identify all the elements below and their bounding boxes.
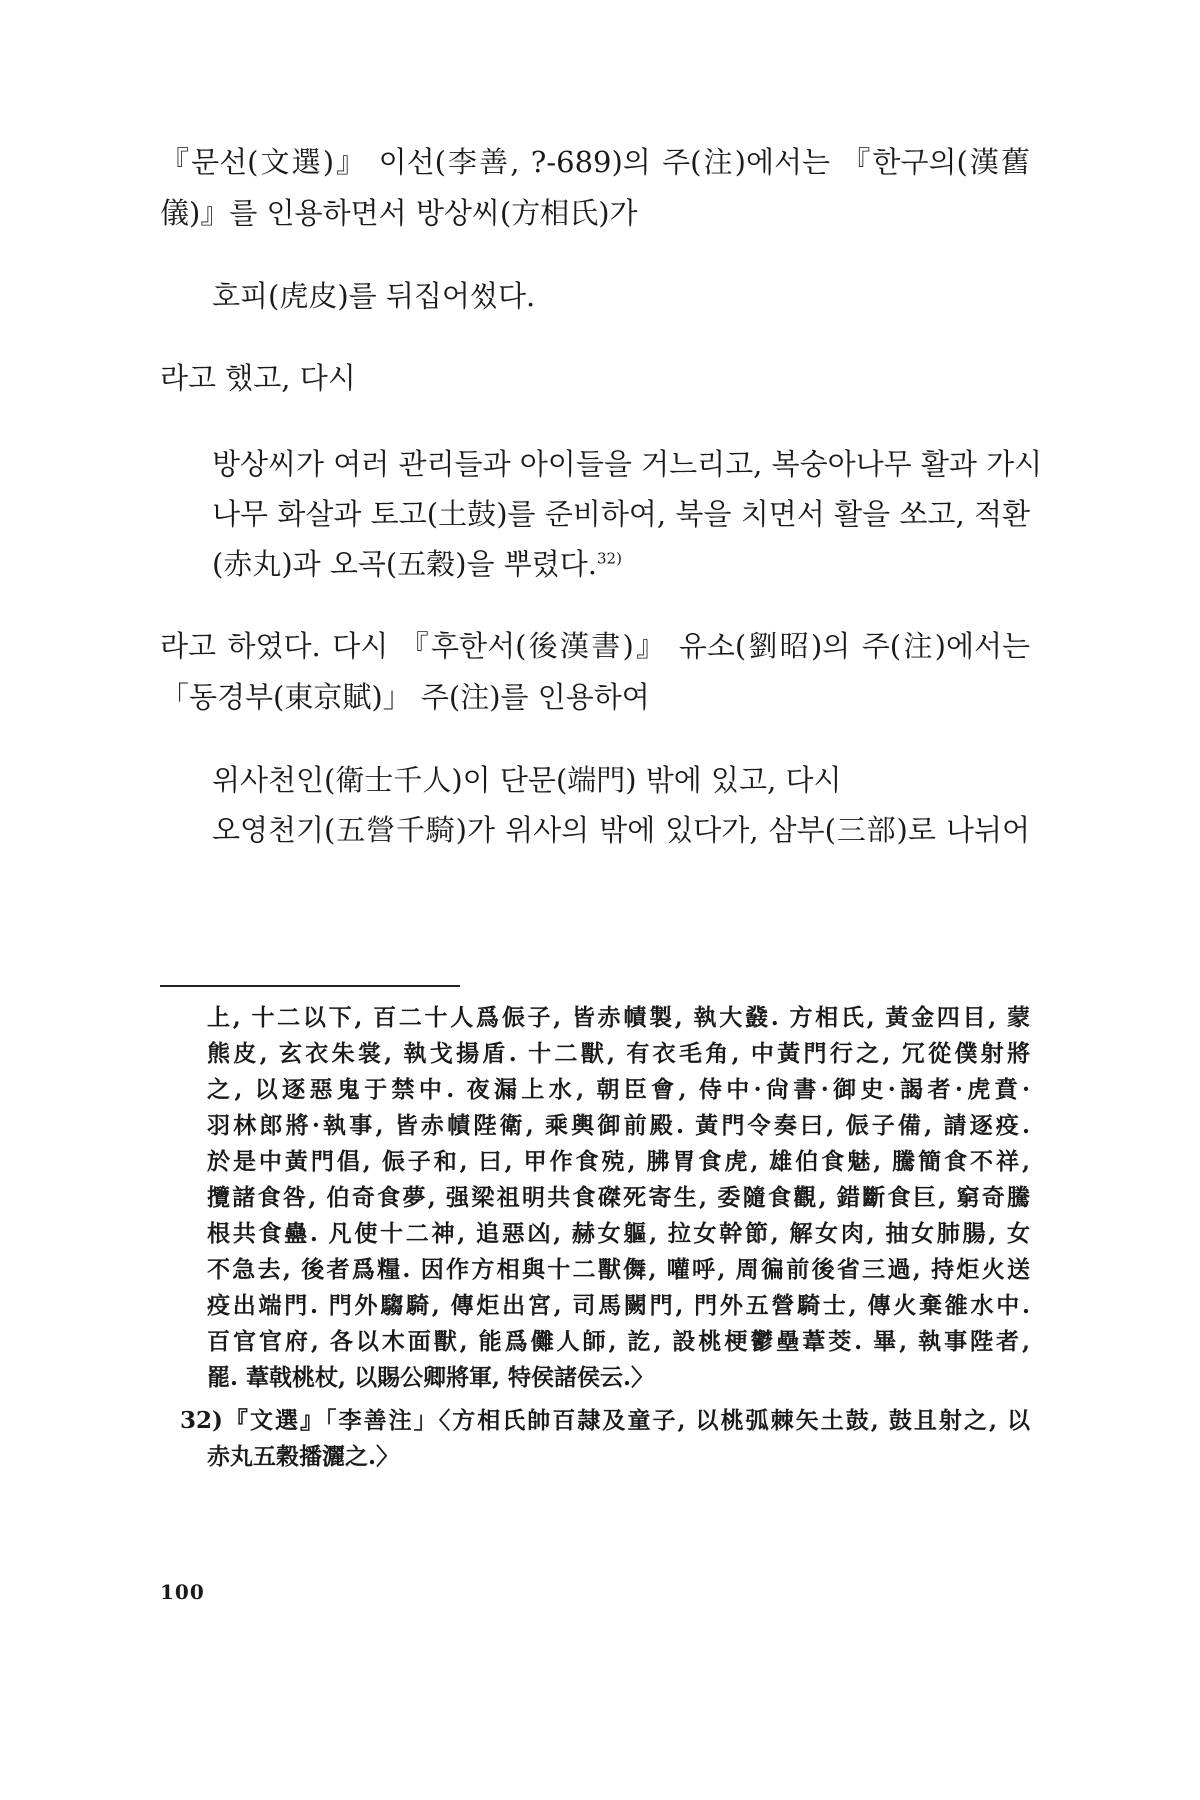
paragraph-1-line-2: 儀)』를 인용하면서 방상씨(方相氏)가 bbox=[160, 196, 638, 230]
quote-3-line-2: 오영천기(五營千騎)가 위사의 밖에 있다가, 삼부(三部)로 나뉘어 bbox=[212, 813, 1030, 847]
footnote-cont-line-3: 之, 以逐惡鬼于禁中. 夜漏上水, 朝臣會, 侍中·尙書·御史·謁者·虎賁· bbox=[207, 1076, 1030, 1103]
paragraph-2: 라고 했고, 다시 bbox=[160, 361, 356, 395]
quote-3-line-1: 위사천인(衛士千人)이 단문(端門) 밖에 있고, 다시 bbox=[212, 763, 842, 797]
footnote-cont-line-10: 百官官府, 各以木面獸, 能爲儺人師, 訖, 設桃梗鬱壘葦茭. 畢, 執事陛者, bbox=[207, 1328, 1030, 1355]
paragraph-3-line-2: 「동경부(東京賦)」 주(注)를 인용하여 bbox=[160, 680, 650, 714]
footnote-cont-line-9: 疫出端門. 門外騶騎, 傳炬出宮, 司馬闕門, 門外五營騎士, 傳火棄雒水中. bbox=[207, 1292, 1030, 1319]
footnote-32-line-2: 赤丸五穀播灑之.〉 bbox=[207, 1443, 400, 1470]
paragraph-3-line-1: 라고 하였다. 다시 『후한서(後漢書)』 유소(劉昭)의 주(注)에서는 bbox=[160, 629, 1030, 663]
footnote-cont-line-6: 攬諸食咎, 伯奇食夢, 强梁祖明共食磔死寄生, 委隨食觀, 錯斷食巨, 窮奇騰 bbox=[207, 1184, 1030, 1211]
footnote-cont-line-2: 熊皮, 玄衣朱裳, 執戈揚盾. 十二獸, 有衣毛角, 中黃門行之, 冗從僕射將 bbox=[207, 1040, 1030, 1067]
footnote-cont-line-11: 罷. 葦戟桃杖, 以賜公卿將軍, 特侯諸侯云.〉 bbox=[207, 1364, 655, 1391]
footnote-cont-line-5: 於是中黃門倡, 侲子和, 曰, 甲作食殑, 胇胃食虎, 雄伯食魅, 騰簡食不祥, bbox=[207, 1148, 1030, 1175]
page-number: 100 bbox=[160, 1580, 205, 1604]
quote-1: 호피(虎皮)를 뒤집어썼다. bbox=[212, 279, 536, 313]
quote-2-line-2: 나무 화살과 토고(土鼓)를 준비하여, 북을 치면서 활을 쏘고, 적환 bbox=[212, 497, 1030, 531]
paragraph-1-line-1: 『문선(文選)』 이선(李善, ?-689)의 주(注)에서는 『한구의(漢舊 bbox=[160, 145, 1030, 179]
footnote-cont-line-8: 不急去, 後者爲糧. 因作方相與十二獸儛, 嚾呼, 周徧前後省三過, 持炬火送 bbox=[207, 1256, 1030, 1283]
footnote-divider bbox=[160, 985, 460, 987]
footnote-cont-line-4: 羽林郎將·執事, 皆赤幘陛衛, 乘輿御前殿. 黃門令奏曰, 侲子備, 請逐疫. bbox=[207, 1112, 1030, 1139]
footnote-cont-line-7: 根共食蠱. 凡使十二神, 追惡凶, 赫女軀, 拉女幹節, 解女肉, 抽女肺腸, 女 bbox=[207, 1220, 1030, 1247]
quote-2-line-3 bbox=[212, 544, 1030, 584]
footnote-ref-32: 32) bbox=[597, 549, 622, 568]
footnote-32-line-1: 32)『文選』「李善注」〈方相氏帥百隷及童子, 以桃弧棘矢土鼓, 鼓且射之, 以 bbox=[180, 1407, 1030, 1434]
quote-2-line-1: 방상씨가 여러 관리들과 아이들을 거느리고, 복숭아나무 활과 가시 bbox=[212, 447, 1043, 481]
footnote-cont-line-1: 上, 十二以下, 百二十人爲侲子, 皆赤幘製, 執大鼗. 方相氏, 黃金四目, 蒙 bbox=[207, 1004, 1030, 1031]
quote-2-line-3-text: (赤丸)과 오곡(五穀)을 뿌렸다. bbox=[212, 547, 598, 581]
